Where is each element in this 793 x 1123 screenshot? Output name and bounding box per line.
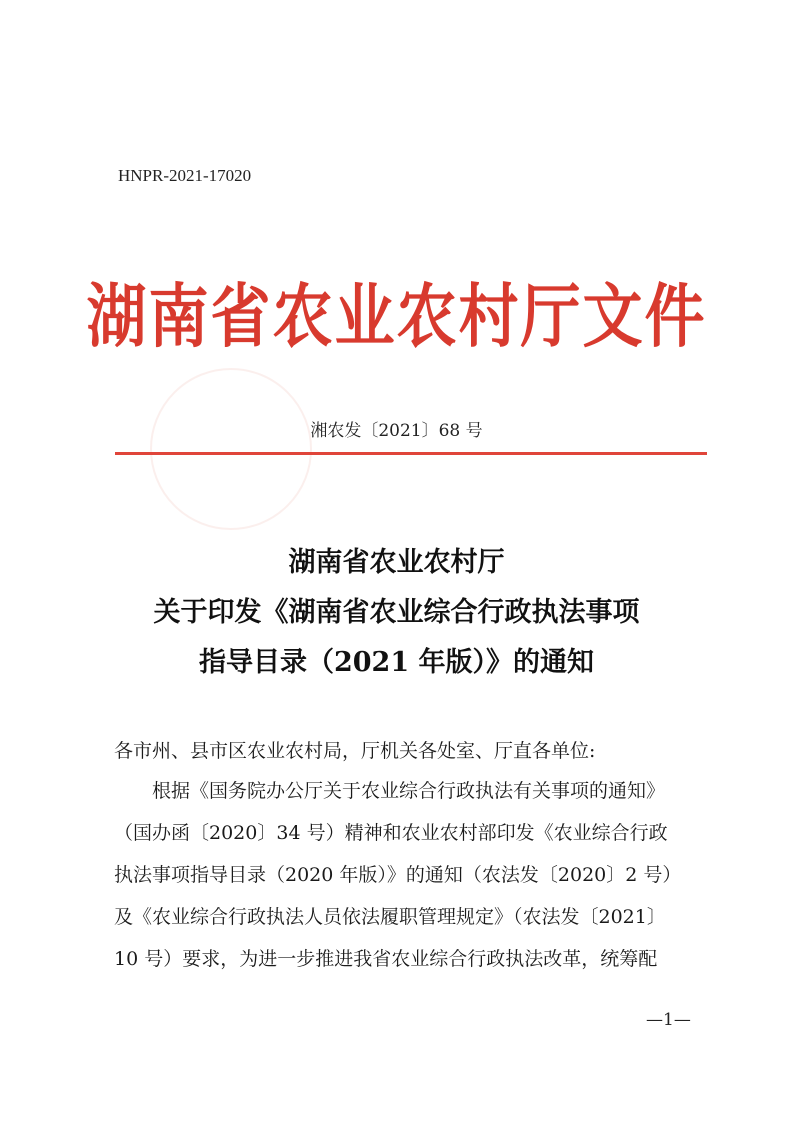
body-line: 根据《国务院办公厅关于农业综合行政执法有关事项的通知》 [152, 780, 666, 802]
document-title-line-3: 指导目录（2021 年版）》的通知 [198, 647, 595, 678]
document-code: HNPR-2021-17020 [118, 166, 252, 185]
issue-number: 湘农发〔2021〕68 号 [310, 421, 483, 441]
faint-seal-watermark [150, 368, 312, 530]
addressee-line: 各市州、县市区农业农村局，厅机关各处室、厅直各单位: [114, 740, 596, 762]
page-number: —1— [646, 1010, 691, 1030]
masthead-title: 湖南省农业农村厅文件 [86, 276, 707, 358]
body-line: 及《农业综合行政执法人员依法履职管理规定》（农法发〔2021〕 [114, 906, 666, 928]
body-line: 执法事项指导目录（2020 年版）》的通知（农法发〔2020〕2 号） [114, 864, 682, 886]
body-line: （国办函〔2020〕34 号）精神和农业农村部印发《农业综合行政 [114, 822, 668, 844]
red-separator-line [115, 452, 707, 455]
document-title-line-1: 湖南省农业农村厅 [288, 547, 505, 578]
body-line: 10 号）要求，为进一步推进我省农业综合行政执法改革，统筹配 [114, 948, 658, 970]
document-title-line-2: 关于印发《湖南省农业综合行政执法事项 [153, 597, 640, 628]
